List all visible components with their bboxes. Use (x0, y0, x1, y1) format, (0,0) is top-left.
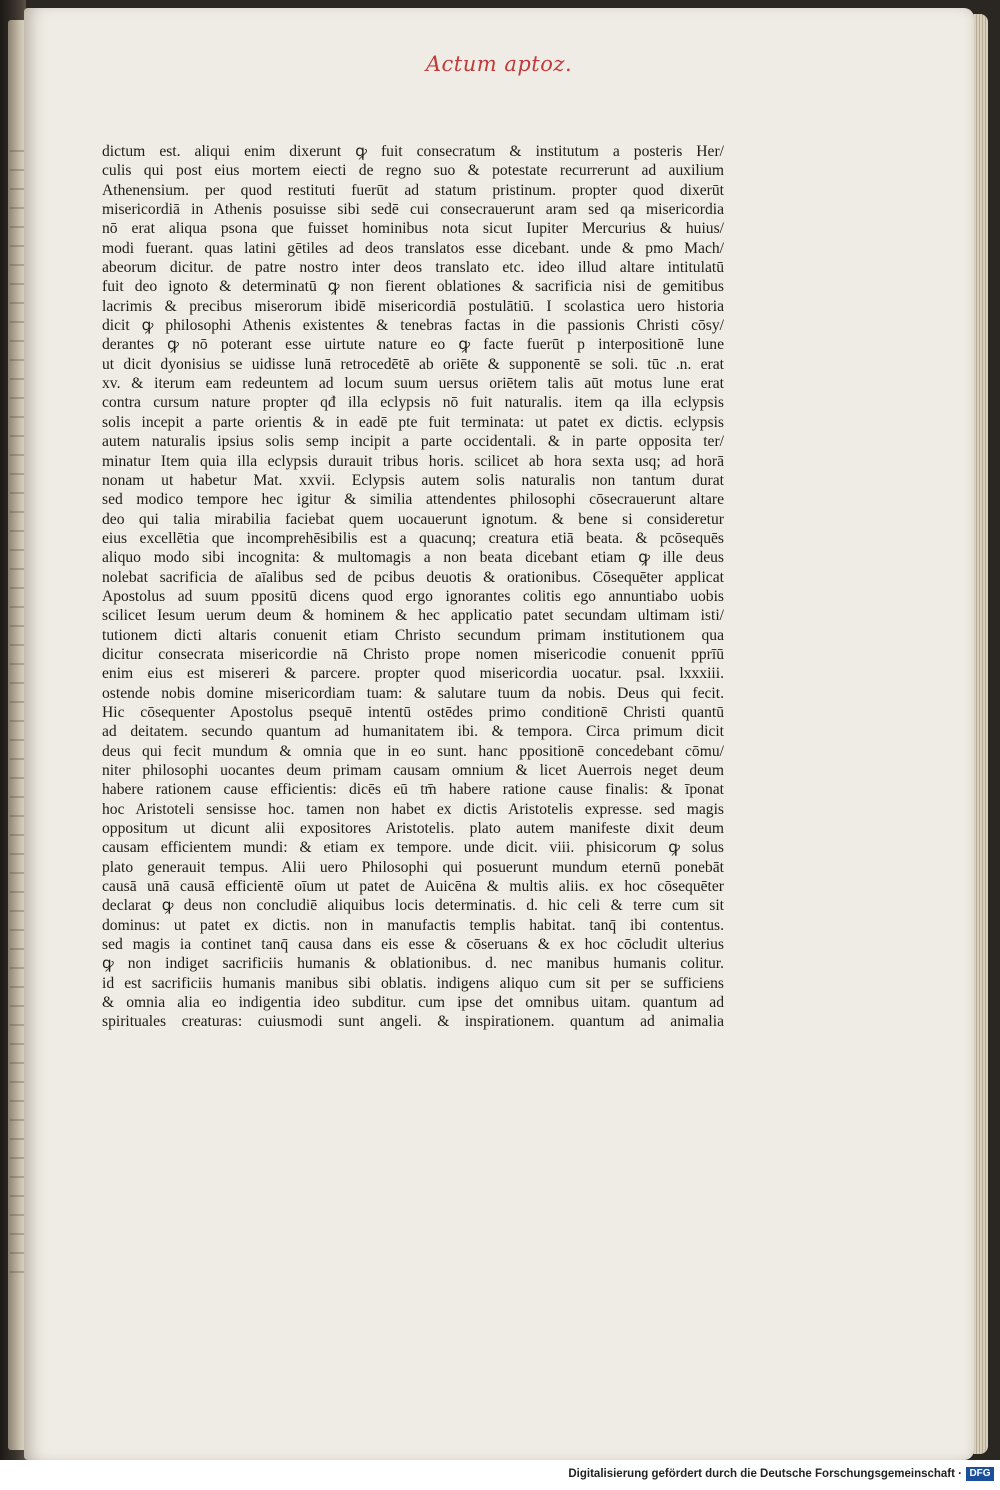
text-line: ad deitatem. secundo quantum ad humanitatem ibi. & tempora. Circa primum dicit (102, 723, 724, 741)
text-line: tutionem dicti altaris conuenit etiam Christo secundum primam institutionem qua (102, 626, 724, 644)
text-line: declarat ꝙ deus non concludiē aliquibus locis determinatis. d. hic celi & terre cum sit (102, 897, 724, 915)
text-line: contra cursum nature propter qđ illa eclypsis nō fuit naturalis. item qa illa eclypsis (102, 394, 724, 412)
text-line: habere rationem cause efficientis: dicēs eū tm̄ habere ratione cause finalis: & īponat (102, 781, 724, 799)
text-line: causam efficientem mundi: & etiam ex tempore. unde dicit. viii. phisicorum ꝙ solus (102, 839, 724, 857)
text-line: ut dicit dyonisius se uidisse lunā retrocedētē ab oriēte & supponentē se soli. tūc .n. erat (102, 355, 724, 373)
book-page (24, 8, 974, 1460)
text-line: Apostolus ad suum ppositū dicens quod ergo ignorantes colitis ego annuntiabo uobis (102, 587, 724, 605)
text-line: dicitur consecrata misericordie nā Christo prope nomen misericodie conuenit pprīū (102, 645, 724, 663)
text-line: xv. & iterum eam redeuntem ad locum suum uersus oriētem talis aūt motus lune erat (102, 375, 724, 393)
text-line: culis qui post eius mortem eiecti de regno suo & potestate recurrerunt ad auxilium (102, 162, 724, 180)
text-line: sed magis ia continet tanq̄ causa dans eis esse & cōseruans & ex hoc cōcludit ulterius (102, 936, 724, 954)
text-line: fuit deo ignoto & determinatū ꝙ non fierent oblationes & sacrificia nisi de gemitibus (102, 278, 724, 296)
text-line: plato generauit tempus. Alii uero Philosophi qui posuerunt mundum eternū ponebāt (102, 858, 724, 876)
text-line: eius excellētia que incomprehēsibilis est a quacunq; creatura etiā beata. & pcōsequēs (102, 529, 724, 547)
text-line: misericordiā in Athenis posuisse sibi sedē cui consecrauerunt aram sed qa misericordia (102, 201, 724, 219)
text-line: enim eius est misereri & parcere. propter quod misericordia uocatur. psal. lxxxiii. (102, 665, 724, 683)
text-line: Athenensium. per quod restituti fuerūt ad statum pristinum. propter quod dixerūt (102, 181, 724, 199)
text-line: ꝙ non indiget sacrificiis humanis & oblationibus. d. nec manibus humanis colitur. (102, 955, 724, 973)
text-line: minatur Item quia illa eclypsis durauit tribus horis. scilicet ab hora sexta usq; ad horā (102, 452, 724, 470)
text-line: dominus: ut patet ex dictis. non in manufactis templis habitat. tanq̄ ibi contentus. (102, 916, 724, 934)
text-line: scilicet Iesum uerum deum & hominem & hec applicatio patet secundam ultimam isti/ (102, 607, 724, 625)
text-line: lacrimis & precibus miserorum ibidē misericordiā postulātiū. I scolastica uero historia (102, 297, 724, 315)
text-line: modi fuerant. quas latini gētiles ad deos translatos esse dicebant. unde & pmo Mach/ (102, 239, 724, 257)
text-line: Hic cōsequenter Apostolus psequē intentū ostēdes primo conditionē Christi quantū (102, 703, 724, 721)
text-line: abeorum dicitur. de patre nostro inter deos translato etc. ideo illud altare intitulatū (102, 259, 724, 277)
text-line: & omnia alia eo indigentia ideo subditur. cum ipse det omnibus uitam. quantum ad (102, 994, 724, 1012)
text-line: hoc Aristoteli sensisse hoc. tamen non habet ex dictis Aristotelis expresse. sed magis (102, 800, 724, 818)
text-line: nō erat aliqua psona que fuisset hominibus nota sicut Iupiter Mercurius & huius/ (102, 220, 724, 238)
text-line: nolebat sacrificia de aīalibus sed de pcibus deuotis & orationibus. Cōsequēter applicat (102, 568, 724, 586)
text-line: dicit ꝙ philosophi Athenis existentes & tenebras factas in die passionis Christi cōsy/ (102, 317, 724, 335)
text-line: derantes ꝙ nō poterant esse uirtute nature eo ꝙ facte fuerūt p interpositionē lune (102, 336, 724, 354)
digitization-footer (0, 1460, 1000, 1490)
text-line: autem naturalis ipsius solis semp incipit a parte occidentali. & in parte opposita ter/ (102, 433, 724, 451)
text-line: solis incepit a parte orientis & in eadē pte fuit terminata: ut patet ex dictis. eclypsis (102, 413, 724, 431)
running-head: Actum aptoz. (425, 52, 573, 76)
funding-credit: Digitalisierung gefördert durch die Deutsche Forschungsgemeinschaft · (568, 1468, 962, 1480)
text-line: id est sacrificiis humanis manibus sibi oblatis. indigens aliquo cum sit per se sufficiens (102, 974, 724, 992)
text-line: sed modico tempore hec igitur & similia attendentes philosophi cōsecrauerunt altare (102, 491, 724, 509)
text-line: oppositum ut dicunt alii expositores Aristotelis. plato autem manifeste dixit deum (102, 820, 724, 838)
text-line: causā unā causā efficientē oīum ut patet de Auicēna & multis aliis. ex hoc cōsequēter (102, 878, 724, 896)
text-line: spirituales creaturas: cuiusmodi sunt angeli. & inspirationem. quantum ad animalia (102, 1013, 724, 1031)
main-text-block (102, 142, 724, 1032)
text-line: aliquo modo sibi incognita: & multomagis a non beata dicebant etiam ꝙ ille deus (102, 549, 724, 567)
text-line: niter philosophi uocantes deum primam causam omnium & licet Auerrois neget deum (102, 762, 724, 779)
text-line: nonam ut habetur Mat. xxvii. Eclypsis autem solis naturalis non tantum durat (102, 471, 724, 489)
text-line: deus qui fecit mundum & omnia que in eo sunt. hanc ppositionē concedebant cōmu/ (102, 742, 724, 760)
text-line: deo qui talia mirabilia faciebat quem uocauerunt ignotum. & bene si consideretur (102, 510, 724, 528)
dfg-logo: DFG (966, 1467, 994, 1481)
text-line: ostende nobis domine misericordiam tuam: & salutare tuum da nobis. Deus qui fecit. (102, 684, 724, 702)
text-line: dictum est. aliqui enim dixerunt ꝙ fuit consecratum & institutum a posteris Her/ (102, 143, 724, 160)
